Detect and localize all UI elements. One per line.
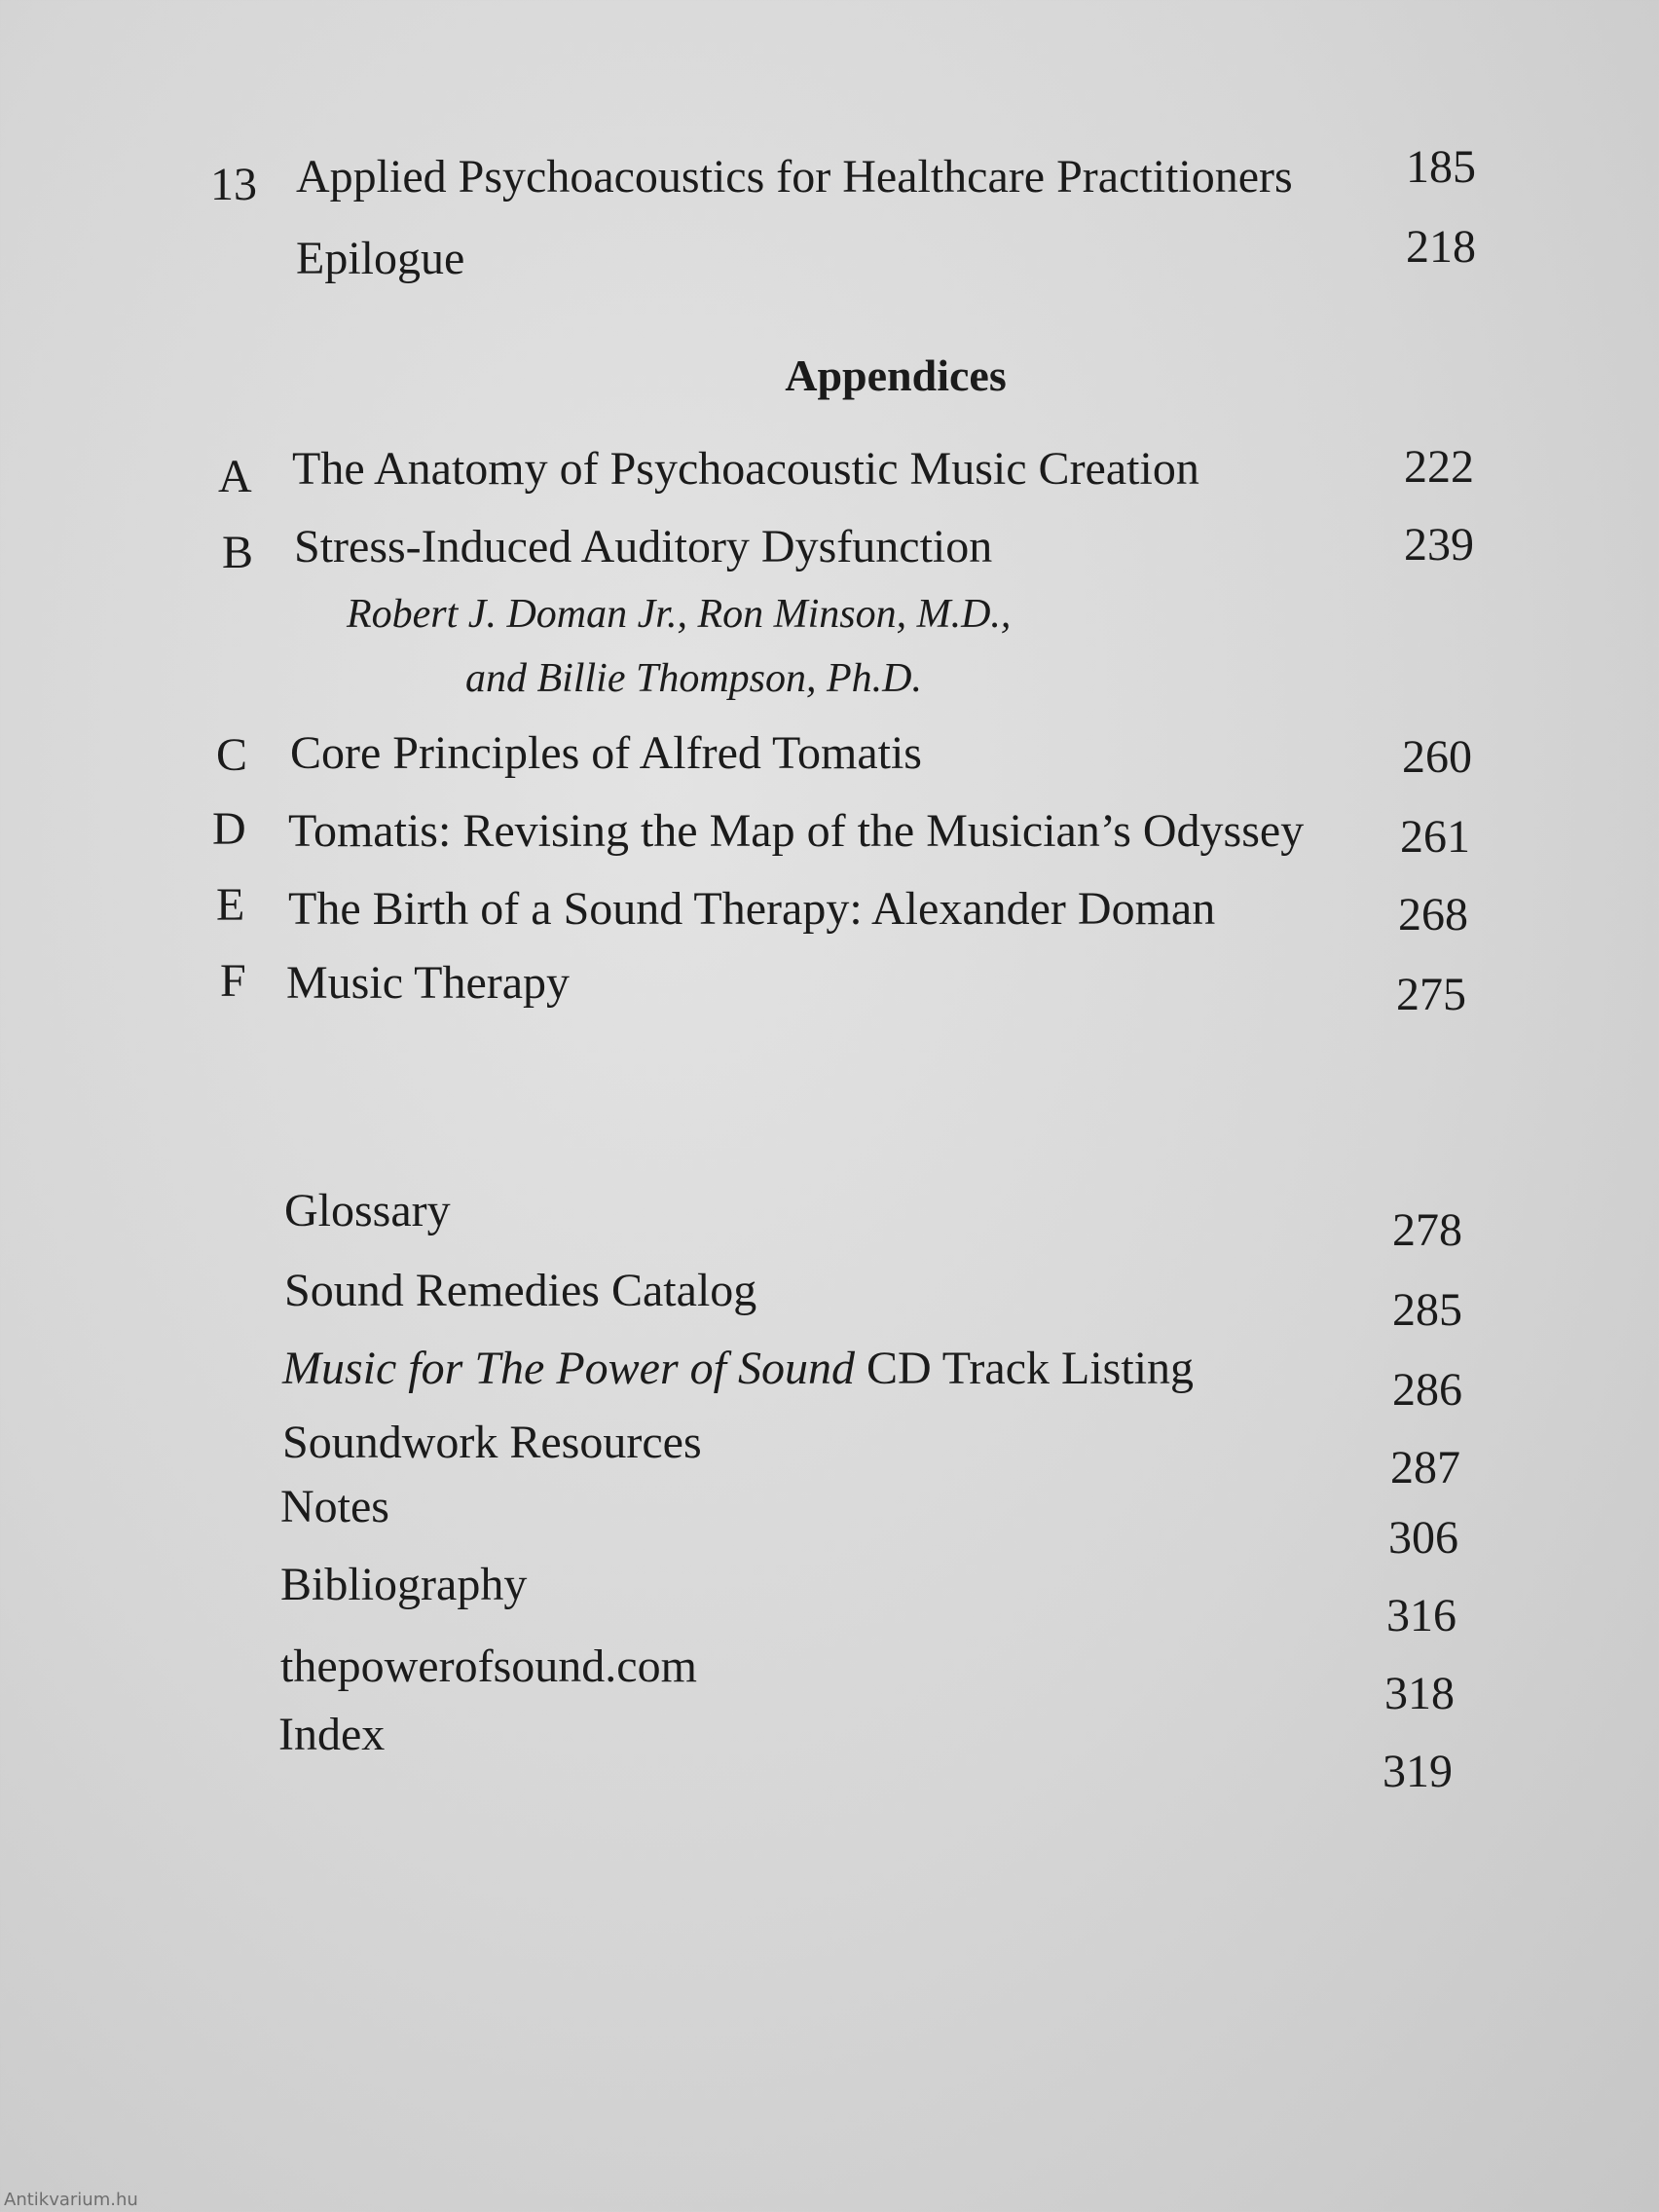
entry-title: Glossary: [284, 1185, 451, 1236]
entry-title: Core Principles of Alfred Tomatis: [290, 727, 922, 779]
entry-title: Music Therapy: [286, 957, 571, 1009]
appendix-letter: D: [212, 803, 246, 855]
appendix-letter: F: [220, 955, 246, 1007]
page-number: 286: [1392, 1364, 1462, 1416]
page-number: 222: [1404, 441, 1474, 493]
appendices-heading: Appendices: [785, 350, 1007, 400]
watermark: Antikvarium.hu: [4, 2190, 138, 2210]
page-number: 316: [1386, 1590, 1456, 1641]
entry-title-rest: CD Track Listing: [854, 1343, 1195, 1394]
entry-title: Sound Remedies Catalog: [284, 1265, 757, 1316]
page-number: 185: [1406, 141, 1476, 193]
chapter-number: 13: [210, 159, 257, 210]
author-line: and Billie Thompson, Ph.D.: [465, 656, 922, 701]
entry-title: Index: [278, 1709, 386, 1760]
page-number: 261: [1400, 811, 1470, 863]
appendix-letter: B: [222, 527, 254, 578]
entry-title: Applied Psychoacoustics for Healthcare Practitioners: [296, 151, 1293, 203]
appendix-letter: A: [218, 451, 252, 502]
page-number: 275: [1396, 969, 1466, 1020]
entry-title: Soundwork Resources: [282, 1417, 702, 1468]
entry-title: thepowerofsound.com: [280, 1641, 697, 1692]
page-number: 278: [1392, 1204, 1462, 1256]
entry-title: Stress-Induced Auditory Dysfunction: [294, 521, 993, 572]
page-number: 260: [1402, 731, 1472, 783]
entry-title: [282, 1340, 1194, 1398]
entry-title: Bibliography: [280, 1559, 528, 1610]
entry-title: The Birth of a Sound Therapy: Alexander Doman: [288, 883, 1216, 935]
entry-title-italic: Music for The Power of Sound: [282, 1343, 855, 1394]
page-number: 287: [1390, 1442, 1460, 1493]
page-number: 285: [1392, 1284, 1462, 1336]
page-number: 268: [1398, 889, 1468, 940]
page-number: 318: [1384, 1668, 1455, 1719]
entry-title: Notes: [280, 1481, 389, 1532]
entry-title: Epilogue: [296, 233, 465, 284]
appendix-letter: E: [216, 879, 245, 931]
entry-title: Tomatis: Revising the Map of the Musician’s Odyssey: [288, 805, 1305, 857]
page-number: 218: [1406, 221, 1476, 273]
author-line: Robert J. Doman Jr., Ron Minson, M.D.,: [347, 592, 1012, 637]
page-number: 239: [1404, 519, 1474, 571]
page-number: 306: [1388, 1512, 1458, 1564]
entry-title: The Anatomy of Psychoacoustic Music Creation: [292, 443, 1199, 495]
page-number: 319: [1382, 1746, 1453, 1797]
appendix-letter: C: [216, 729, 248, 781]
